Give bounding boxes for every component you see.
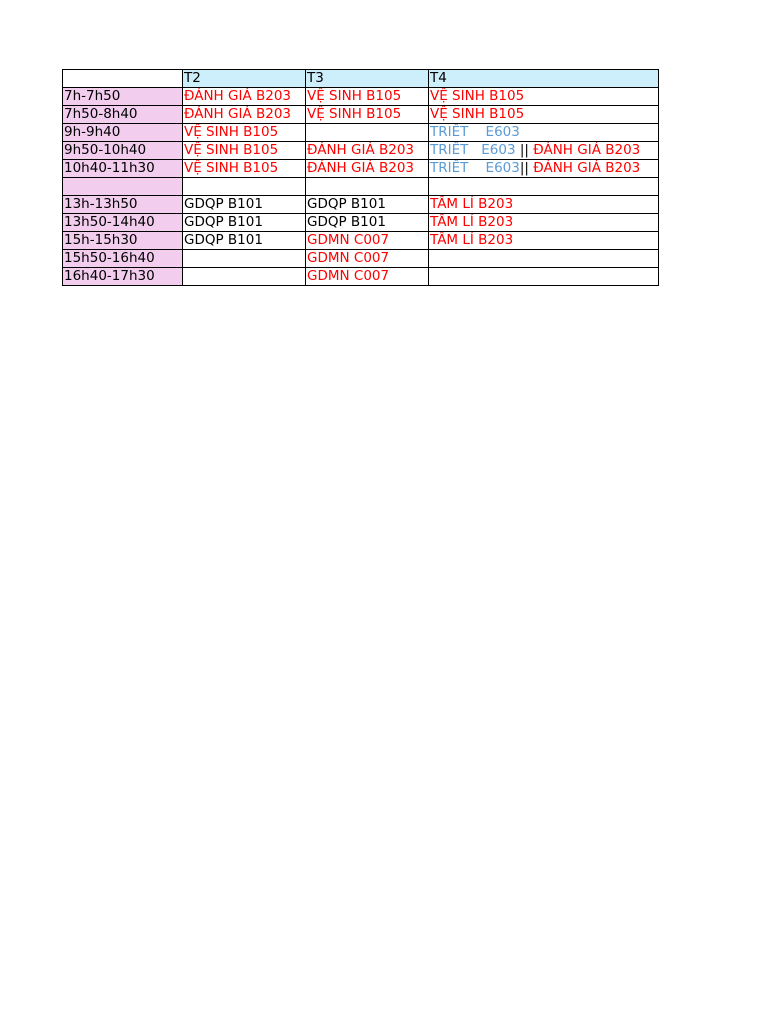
schedule-cell[interactable] xyxy=(306,250,429,268)
schedule-cell[interactable] xyxy=(429,250,659,268)
table-row xyxy=(63,250,659,268)
class-entry: TÂM LÍ B203 xyxy=(430,196,514,212)
header-cell-t4[interactable]: T4 xyxy=(429,70,659,88)
class-entry: TÂM LÍ B203 xyxy=(430,214,514,230)
time-slot-cell[interactable]: 16h40-17h30 xyxy=(63,268,183,286)
class-entry: GDMN C007 xyxy=(307,250,390,266)
schedule-cell[interactable] xyxy=(306,214,429,232)
table-row xyxy=(63,106,659,124)
schedule-table xyxy=(62,69,659,286)
schedule-cell[interactable] xyxy=(429,106,659,124)
schedule-cell[interactable] xyxy=(429,88,659,106)
schedule-cell[interactable] xyxy=(306,178,429,196)
schedule-cell[interactable] xyxy=(306,160,429,178)
class-entry: VỆ SINH B105 xyxy=(307,106,402,122)
class-entry: || xyxy=(519,160,534,176)
schedule-cell[interactable] xyxy=(306,124,429,142)
schedule-cell[interactable] xyxy=(306,196,429,214)
schedule-cell[interactable] xyxy=(183,250,306,268)
schedule-cell[interactable] xyxy=(306,106,429,124)
schedule-cell[interactable] xyxy=(429,124,659,142)
class-entry: VỆ SINH B105 xyxy=(184,160,279,176)
schedule-cell[interactable] xyxy=(183,142,306,160)
class-entry: ĐÁNH GIÁ B203 xyxy=(307,160,414,176)
schedule-cell[interactable] xyxy=(429,232,659,250)
header-row xyxy=(63,70,659,88)
table-row xyxy=(63,88,659,106)
table-row xyxy=(63,124,659,142)
time-slot-cell[interactable]: 7h50-8h40 xyxy=(63,106,183,124)
time-slot-cell[interactable] xyxy=(63,178,183,196)
class-entry: VỆ SINH B105 xyxy=(184,124,279,140)
corner-cell[interactable] xyxy=(63,70,183,88)
class-entry: TRIẾT E603 xyxy=(430,142,520,158)
schedule-cell[interactable] xyxy=(429,214,659,232)
class-entry: TRIẾT E603 xyxy=(430,160,520,176)
schedule-cell[interactable] xyxy=(306,88,429,106)
class-entry: VỆ SINH B105 xyxy=(184,142,279,158)
time-slot-cell[interactable]: 13h-13h50 xyxy=(63,196,183,214)
table-row xyxy=(63,268,659,286)
table-row xyxy=(63,160,659,178)
class-entry: ĐÁNH GIÁ B203 xyxy=(184,106,291,122)
class-entry: GDMN C007 xyxy=(307,232,390,248)
class-entry: VỆ SINH B105 xyxy=(430,106,525,122)
class-entry: VỆ SINH B105 xyxy=(307,88,402,104)
schedule-cell[interactable] xyxy=(183,196,306,214)
table-row xyxy=(63,214,659,232)
class-entry: || xyxy=(519,142,534,158)
schedule-cell[interactable] xyxy=(429,196,659,214)
schedule-cell[interactable] xyxy=(183,214,306,232)
class-entry: ĐÁNH GIÁ B203 xyxy=(307,142,414,158)
table-row xyxy=(63,142,659,160)
class-entry: ĐÁNH GIÁ B203 xyxy=(184,88,291,104)
schedule-cell[interactable] xyxy=(306,232,429,250)
class-entry: GDQP B101 xyxy=(184,196,263,212)
schedule-cell[interactable] xyxy=(183,88,306,106)
schedule-cell[interactable] xyxy=(183,178,306,196)
schedule-cell[interactable] xyxy=(429,160,659,178)
schedule-cell[interactable] xyxy=(429,268,659,286)
schedule-cell[interactable] xyxy=(183,160,306,178)
class-entry: GDMN C007 xyxy=(307,268,390,284)
time-slot-cell[interactable]: 9h-9h40 xyxy=(63,124,183,142)
header-cell-t2[interactable]: T2 xyxy=(183,70,306,88)
table-row xyxy=(63,178,659,196)
class-entry: GDQP B101 xyxy=(184,232,263,248)
schedule-cell[interactable] xyxy=(429,142,659,160)
schedule-cell[interactable] xyxy=(429,178,659,196)
time-slot-cell[interactable]: 7h-7h50 xyxy=(63,88,183,106)
schedule-cell[interactable] xyxy=(183,232,306,250)
schedule-cell[interactable] xyxy=(183,268,306,286)
time-slot-cell[interactable]: 13h50-14h40 xyxy=(63,214,183,232)
class-entry: GDQP B101 xyxy=(184,214,263,230)
schedule-body xyxy=(63,70,659,286)
header-cell-t3[interactable]: T3 xyxy=(306,70,429,88)
class-entry: GDQP B101 xyxy=(307,214,386,230)
class-entry: ĐÁNH GIÁ B203 xyxy=(533,142,641,158)
schedule-cell[interactable] xyxy=(183,124,306,142)
time-slot-cell[interactable]: 10h40-11h30 xyxy=(63,160,183,178)
time-slot-cell[interactable]: 15h-15h30 xyxy=(63,232,183,250)
schedule-cell[interactable] xyxy=(306,142,429,160)
time-slot-cell[interactable]: 15h50-16h40 xyxy=(63,250,183,268)
class-entry: TRIẾT E603 xyxy=(430,124,520,140)
schedule-cell[interactable] xyxy=(306,268,429,286)
table-row xyxy=(63,232,659,250)
class-entry: TÂM LÍ B203 xyxy=(430,232,514,248)
schedule-cell[interactable] xyxy=(183,106,306,124)
table-row xyxy=(63,196,659,214)
class-entry: GDQP B101 xyxy=(307,196,386,212)
class-entry: VỆ SINH B105 xyxy=(430,88,525,104)
time-slot-cell[interactable]: 9h50-10h40 xyxy=(63,142,183,160)
class-entry: ĐÁNH GIÁ B203 xyxy=(533,160,641,176)
